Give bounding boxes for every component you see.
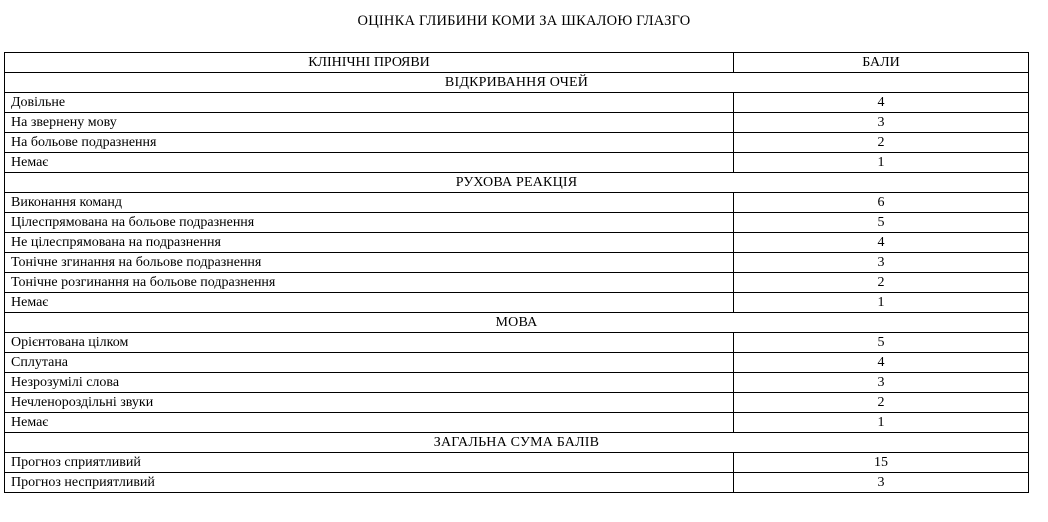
criterion-score: 1 <box>734 413 1029 433</box>
criterion-score: 2 <box>734 393 1029 413</box>
table-row <box>5 353 1029 373</box>
section-row <box>5 313 1029 333</box>
criterion-label: Сплутана <box>5 353 734 373</box>
glasgow-coma-scale-table <box>4 52 1029 493</box>
criterion-score: 3 <box>734 113 1029 133</box>
table-row <box>5 413 1029 433</box>
criterion-label: Немає <box>5 153 734 173</box>
criterion-label: Не цілеспрямована на подразнення <box>5 233 734 253</box>
criterion-score: 5 <box>734 333 1029 353</box>
criterion-label: Прогноз сприятливий <box>5 453 734 473</box>
criterion-label: Нечленороздільні звуки <box>5 393 734 413</box>
table-row <box>5 273 1029 293</box>
criterion-label: Прогноз несприятливий <box>5 473 734 493</box>
section-title: ЗАГАЛЬНА СУМА БАЛІВ <box>5 433 1029 453</box>
criterion-label: Виконання команд <box>5 193 734 213</box>
section-title: РУХОВА РЕАКЦІЯ <box>5 173 1029 193</box>
table-row <box>5 293 1029 313</box>
table-header-row <box>5 53 1029 73</box>
criterion-score: 4 <box>734 353 1029 373</box>
table-row <box>5 393 1029 413</box>
criterion-label: На больове подразнення <box>5 133 734 153</box>
criterion-score: 15 <box>734 453 1029 473</box>
table-row <box>5 153 1029 173</box>
table-row <box>5 93 1029 113</box>
criterion-score: 1 <box>734 153 1029 173</box>
table-row <box>5 453 1029 473</box>
criterion-label: Тонічне розгинання на больове подразнення <box>5 273 734 293</box>
table-row <box>5 213 1029 233</box>
section-title: ВІДКРИВАННЯ ОЧЕЙ <box>5 73 1029 93</box>
table-row <box>5 253 1029 273</box>
header-clinical-signs: КЛІНІЧНІ ПРОЯВИ <box>5 53 734 73</box>
table-row <box>5 133 1029 153</box>
section-row <box>5 73 1029 93</box>
criterion-label: Орієнтована цілком <box>5 333 734 353</box>
criterion-score: 3 <box>734 373 1029 393</box>
criterion-score: 4 <box>734 233 1029 253</box>
criterion-label: Незрозумілі слова <box>5 373 734 393</box>
criterion-score: 5 <box>734 213 1029 233</box>
section-row <box>5 433 1029 453</box>
criterion-label: Немає <box>5 293 734 313</box>
criterion-label: На звернену мову <box>5 113 734 133</box>
table-row <box>5 473 1029 493</box>
section-row <box>5 173 1029 193</box>
section-title: МОВА <box>5 313 1029 333</box>
table-row <box>5 193 1029 213</box>
criterion-score: 3 <box>734 253 1029 273</box>
criterion-label: Цілеспрямована на больове подразнення <box>5 213 734 233</box>
criterion-score: 2 <box>734 133 1029 153</box>
criterion-score: 3 <box>734 473 1029 493</box>
table-body <box>5 53 1029 493</box>
header-points: БАЛИ <box>734 53 1029 73</box>
criterion-score: 4 <box>734 93 1029 113</box>
criterion-score: 2 <box>734 273 1029 293</box>
table-row <box>5 113 1029 133</box>
criterion-score: 6 <box>734 193 1029 213</box>
criterion-label: Немає <box>5 413 734 433</box>
criterion-label: Довільне <box>5 93 734 113</box>
criterion-label: Тонічне згинання на больове подразнення <box>5 253 734 273</box>
table-row <box>5 233 1029 253</box>
document-title: ОЦІНКА ГЛИБИНИ КОМИ ЗА ШКАЛОЮ ГЛАЗГО <box>357 13 691 29</box>
table-row <box>5 333 1029 353</box>
table-row <box>5 373 1029 393</box>
criterion-score: 1 <box>734 293 1029 313</box>
